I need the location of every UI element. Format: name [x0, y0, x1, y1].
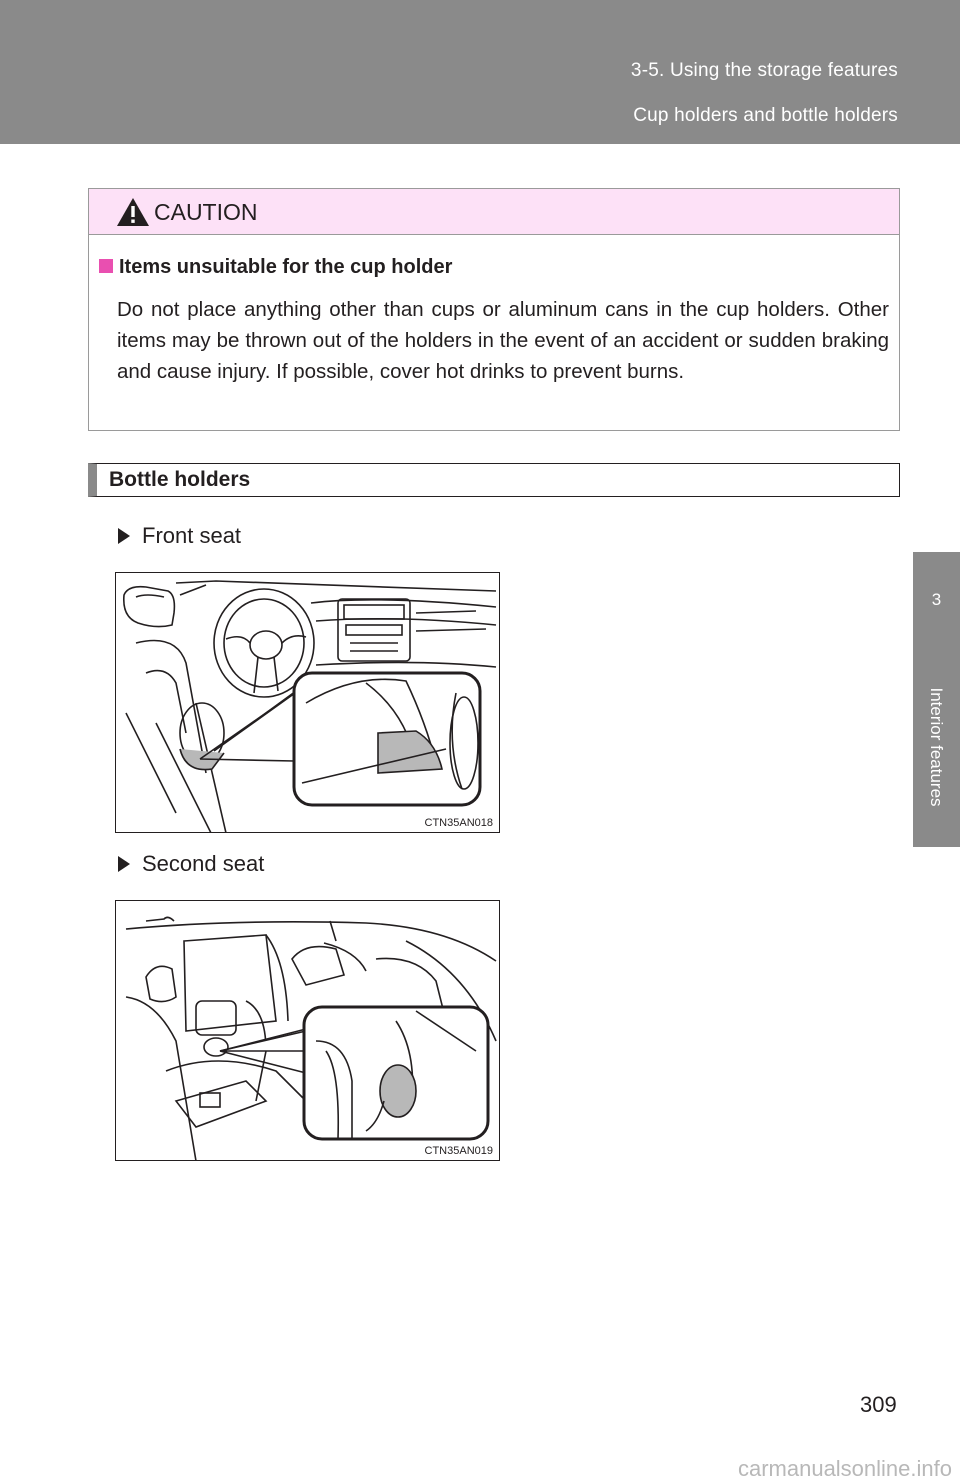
front-seat-figure-code: CTN35AN018: [424, 817, 493, 829]
header-subtitle: Cup holders and bottle holders: [633, 105, 898, 126]
caution-title: CAUTION: [154, 199, 258, 225]
triangle-bullet-icon: [118, 856, 130, 872]
caution-item-title-text: Items unsuitable for the cup holder: [119, 256, 453, 278]
section-heading: [88, 463, 900, 497]
second-seat-figure: [115, 900, 500, 1161]
front-seat-figure: [115, 572, 500, 833]
watermark[interactable]: carmanualsonline.info: [737, 1456, 952, 1481]
triangle-bullet-icon: [118, 528, 130, 544]
second-seat-illustration: [116, 901, 500, 1161]
front-seat-label: [118, 523, 241, 549]
caution-text: Do not place anything other than cups or aluminum cans in the cup holders. Other items may be thrown out of the holders in the event of an accident or sudden braking and cause injury. If possible, cover hot drinks to prevent burns.: [117, 298, 889, 383]
warning-icon: [116, 197, 150, 227]
front-seat-label-text: Front seat: [142, 523, 242, 548]
section-heading-text: Bottle holders: [109, 468, 251, 491]
caution-item-title: [99, 256, 452, 279]
caution-box: [88, 188, 900, 431]
second-seat-label-text: Second seat: [142, 851, 265, 876]
side-tab-label: Interior features: [927, 687, 946, 807]
header-section-title: 3-5. Using the storage features: [630, 60, 898, 81]
second-seat-label: [118, 851, 264, 877]
caution-header: [89, 189, 899, 235]
side-tab-number: 3: [913, 552, 960, 647]
page-number: 309: [860, 1392, 897, 1417]
front-seat-illustration: [116, 573, 500, 833]
square-bullet-icon: [99, 259, 113, 273]
header-band: [0, 0, 960, 144]
second-seat-figure-code: CTN35AN019: [424, 1145, 493, 1157]
